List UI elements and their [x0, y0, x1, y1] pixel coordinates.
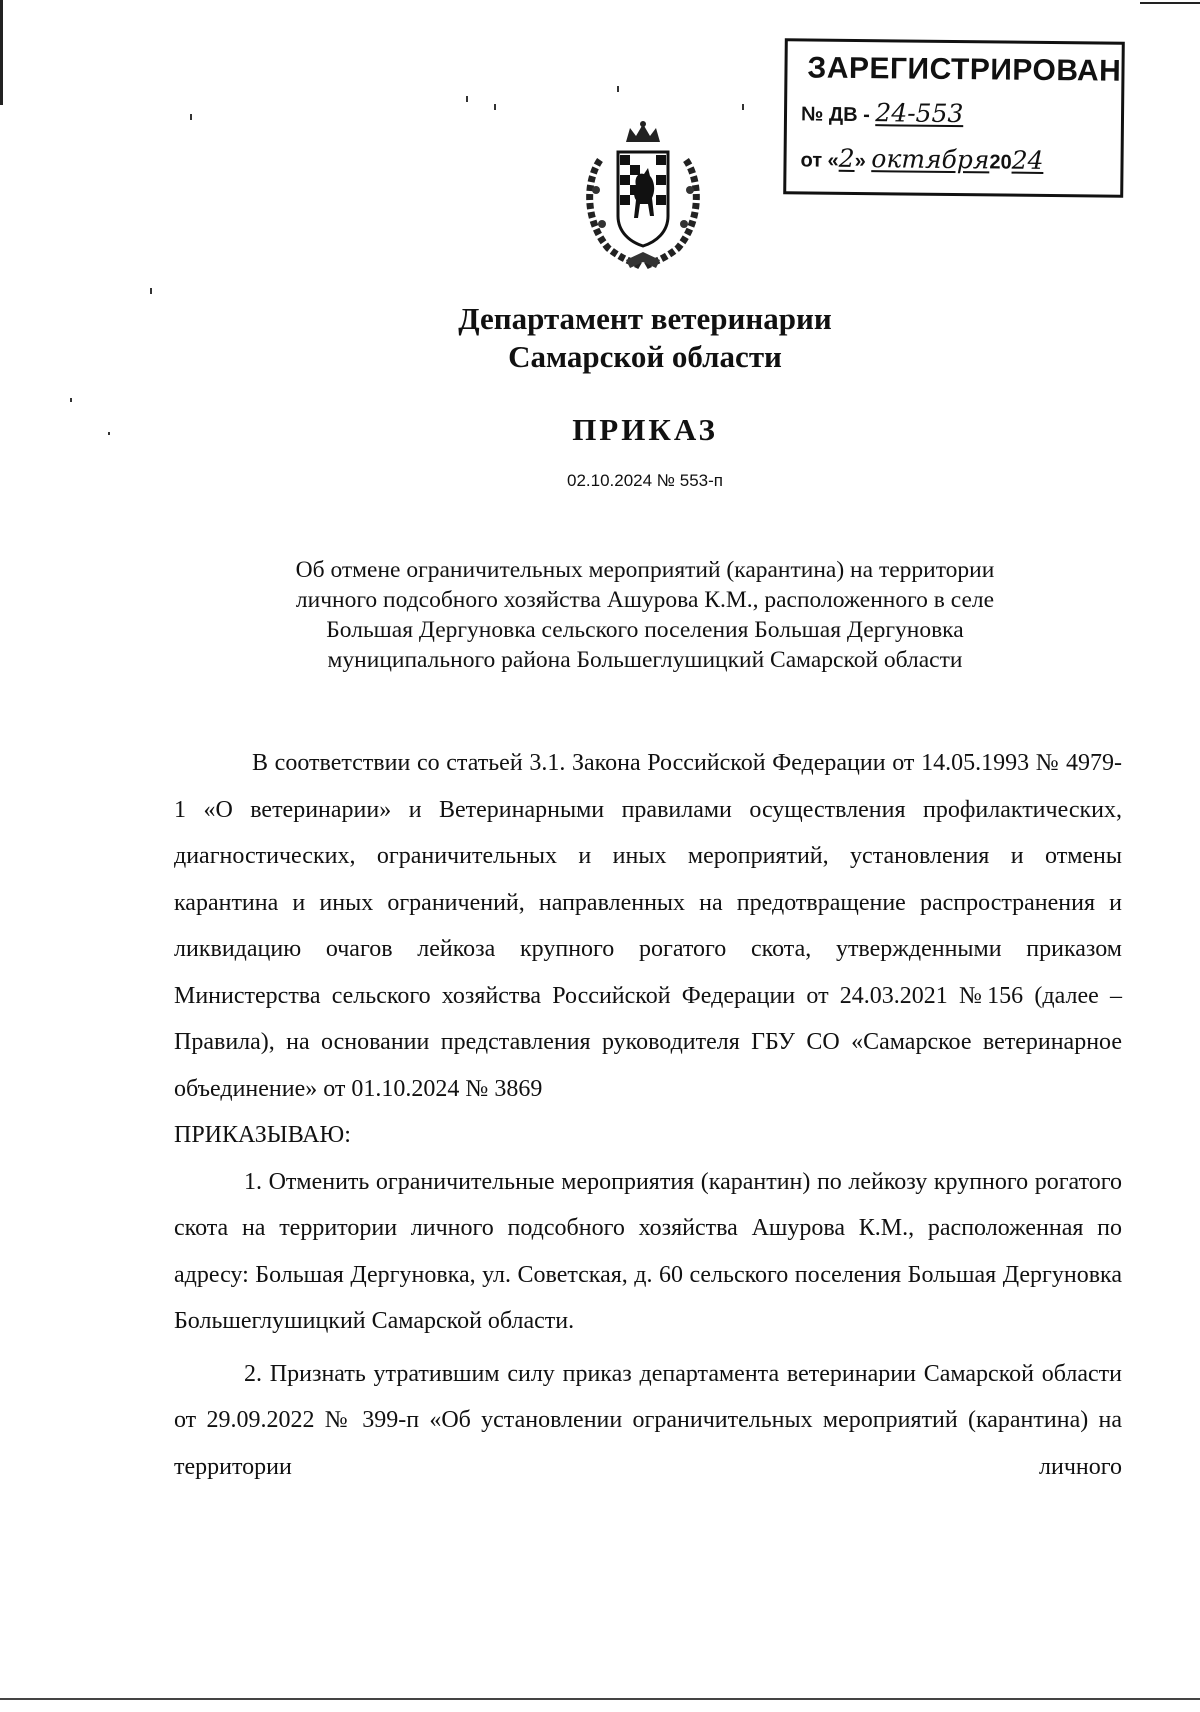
order-item-2: 2. Признать утратившим силу приказ департамента ветеринарии Самарской области от 29.09.2022 № 399-п «Об установлении ограничительных мероприятий (карантина) на территории личного: [174, 1360, 1122, 1480]
stamp-date-day: 2: [838, 143, 855, 173]
subject-line: Большая Дергуновка сельского поселения Большая Дергуновка: [326, 617, 964, 643]
scan-speck: [466, 96, 468, 102]
scan-edge-left: [0, 0, 3, 105]
stamp-date-year-prefix: 20: [989, 151, 1012, 174]
document-subject: [0, 555, 1200, 675]
scan-edge-top-right: [1140, 2, 1200, 4]
document-body: [174, 740, 1122, 1490]
stamp-date-prefix: от «: [800, 149, 839, 172]
document-type-title: ПРИКАЗ: [572, 412, 718, 447]
scan-edge-bottom: [0, 1698, 1200, 1700]
scan-speck: [70, 398, 72, 402]
stamp-date-year: 24: [1011, 145, 1044, 175]
scan-speck: [617, 86, 619, 92]
registration-stamp: [783, 38, 1125, 198]
document-number-date: 02.10.2024 № 553-п: [567, 471, 723, 490]
stamp-number-handwritten: 24-553: [875, 98, 964, 129]
stamp-date-line: [800, 143, 1043, 175]
order-word: ПРИКАЗЫВАЮ:: [174, 1122, 351, 1148]
scan-speck: [494, 104, 496, 110]
subject-line: муниципального района Большеглушицкий Самарской области: [327, 647, 963, 673]
coat-of-arms-emblem: [578, 120, 708, 270]
stamp-date-mid: »: [854, 149, 866, 173]
preamble-paragraph: В соответствии со статьей 3.1. Закона Российской Федерации от 14.05.1993 № 4979-1 «О ветеринарии» и Ветеринарными правилами осуществления профилактических, диагностических, ограничительных и иных мероприятий, установления и отмены карантина и иных ограничений, направленных на предотвращение распространения и ликвидацию очагов лейкоза крупного рогатого скота, утвержденными приказом Министерства сельского хозяйства Российской Федерации от 24.03.2021 №156 (далее – Правила), на основании представления руководителя ГБУ СО «Самарское ветеринарное объединение» от 01.10.2024 № 3869: [174, 750, 1122, 1102]
scan-speck: [150, 288, 152, 294]
scan-speck: [190, 114, 192, 120]
scan-speck: [742, 104, 744, 110]
department-line1: Департамент ветеринарии: [458, 301, 832, 336]
department-name: [0, 300, 1200, 376]
stamp-number-line: [801, 97, 964, 128]
stamp-date-month: октября: [871, 144, 990, 175]
stamp-title: ЗАРЕГИСТРИРОВАН: [807, 51, 1122, 88]
order-item-1: 1. Отменить ограничительные мероприятия (карантин) по лейкозу крупного рогатого скота на территории личного подсобного хозяйства Ашурова К.М., расположенная по адресу: Большая Дергуновка, ул. Советская, д. 60 сельского поселения Большая Дергуновка Большеглушицкий Самарской области.: [174, 1168, 1122, 1334]
subject-line: Об отмене ограничительных мероприятий (карантина) на территории: [295, 557, 995, 583]
stamp-number-prefix: № ДВ -: [800, 103, 870, 127]
subject-line: личного подсобного хозяйства Ашурова К.М., расположенного в селе: [295, 587, 995, 613]
department-line2: Самарской области: [508, 339, 782, 374]
